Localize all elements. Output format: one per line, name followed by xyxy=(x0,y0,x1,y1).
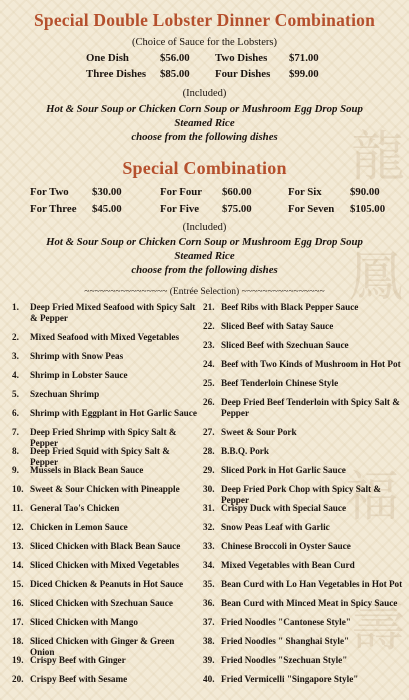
entree-item xyxy=(12,389,200,400)
entree-number: 11. xyxy=(12,503,23,513)
entree-item xyxy=(12,655,200,666)
entree-number: 25. xyxy=(203,378,215,388)
entree-name: Szechuan Shrimp xyxy=(30,389,100,399)
entree-item xyxy=(203,636,403,647)
special-combo-title: Special Combination xyxy=(122,158,287,178)
rice-line: Steamed Rice xyxy=(174,117,235,129)
entree-number: 20. xyxy=(12,674,24,684)
soup-choice: Hot & Sour Soup or Chicken Corn Soup or Mushroom Egg Drop Soup xyxy=(46,103,363,115)
calligraphy-watermark: 壽 xyxy=(351,595,405,658)
entree-name: Beef Ribs with Black Pepper Sauce xyxy=(221,302,359,312)
entree-item xyxy=(12,560,200,571)
entree-number: 24. xyxy=(203,359,215,369)
entree-item xyxy=(203,617,403,628)
price-label: For Three xyxy=(30,203,77,215)
entree-item xyxy=(12,408,200,419)
entree-item xyxy=(203,340,403,351)
entree-number: 26. xyxy=(203,397,215,407)
choose-line: choose from the following dishes xyxy=(131,264,278,276)
entree-item xyxy=(203,655,403,666)
entree-number: 2. xyxy=(12,332,19,342)
entree-name: Sliced Chicken with Szechuan Sauce xyxy=(30,598,173,608)
entree-number: 40. xyxy=(203,674,215,684)
entree-name: Crispy Beef with Ginger xyxy=(30,655,126,665)
entree-item xyxy=(12,579,200,590)
price-row xyxy=(86,68,339,84)
entree-number: 19. xyxy=(12,655,24,665)
entree-name: Sliced Beef with Satay Sauce xyxy=(221,321,334,331)
price-row xyxy=(86,52,339,68)
entree-number: 36. xyxy=(203,598,215,608)
price-label: Three Dishes xyxy=(86,68,147,80)
calligraphy-watermark: 福 xyxy=(345,465,399,528)
entree-name: Deep Fried Mixed Seafood with Spicy Salt & Pepper xyxy=(30,302,196,323)
entree-item xyxy=(203,397,403,419)
entree-number: 6. xyxy=(12,408,19,418)
entree-number: 12. xyxy=(12,522,24,532)
price-label: One Dish xyxy=(86,52,129,64)
entree-item xyxy=(203,321,403,332)
calligraphy-watermark: 龍 xyxy=(351,125,405,188)
entree-name: Deep Fried Squid with Spicy Salt & Pepper xyxy=(30,446,170,467)
entree-number: 28. xyxy=(203,446,215,456)
entree-item xyxy=(203,465,403,476)
entree-number: 8. xyxy=(12,446,19,456)
price-value: $99.00 xyxy=(289,68,319,80)
entree-name: Diced Chicken & Peanuts in Hot Sauce xyxy=(30,579,184,589)
entree-item xyxy=(12,674,200,685)
entree-name: Sliced Chicken with Mixed Vegetables xyxy=(30,560,180,570)
entree-item xyxy=(12,617,200,628)
entree-number: 14. xyxy=(12,560,24,570)
entree-name: Deep Fried Shrimp with Spicy Salt & Pepper xyxy=(30,427,177,448)
price-value: $60.00 xyxy=(222,186,252,198)
entree-name: Mixed Vegetables with Bean Curd xyxy=(221,560,355,570)
entree-name: Bean Curd with Minced Meat in Spicy Sauce xyxy=(221,598,398,608)
entree-number: 18. xyxy=(12,636,24,646)
entree-number: 7. xyxy=(12,427,19,437)
entree-name: Shrimp in Lobster Sauce xyxy=(30,370,128,380)
entree-number: 10. xyxy=(12,484,24,494)
special-double-title: Special Double Lobster Dinner Combination xyxy=(33,10,376,30)
entree-item xyxy=(203,541,403,552)
entree-name: Crispy Beef with Sesame xyxy=(30,674,128,684)
entree-name: Chicken in Lemon Sauce xyxy=(30,522,128,532)
entree-name: Sliced Chicken with Ginger & Green Onion xyxy=(30,636,175,657)
entree-number: 9. xyxy=(12,465,19,475)
entree-item xyxy=(203,503,403,514)
entree-item xyxy=(12,465,200,476)
price-label: For Four xyxy=(160,186,203,198)
entree-name: Deep Fried Beef Tenderloin with Spicy Salt & Pepper xyxy=(221,397,400,418)
entree-name: Mixed Seafood with Mixed Vegetables xyxy=(30,332,180,342)
entree-number: 16. xyxy=(12,598,24,608)
entree-item xyxy=(203,579,403,590)
entree-item xyxy=(12,598,200,609)
entree-name: Sweet & Sour Chicken with Pineapple xyxy=(30,484,180,494)
entree-number: 30. xyxy=(203,484,215,494)
entree-item xyxy=(12,541,200,552)
entree-name: Fried Vermicelli "Singapore Style" xyxy=(221,674,359,684)
entree-number: 31. xyxy=(203,503,215,513)
entree-name: Mussels in Black Bean Sauce xyxy=(30,465,144,475)
entree-number: 17. xyxy=(12,617,24,627)
entree-name: Snow Peas Leaf with Garlic xyxy=(221,522,330,532)
entree-item xyxy=(12,522,200,533)
entree-item xyxy=(203,674,403,685)
entree-number: 5. xyxy=(12,389,19,399)
entree-number: 27. xyxy=(203,427,215,437)
entree-name: Sliced Pork in Hot Garlic Sauce xyxy=(221,465,346,475)
included-label: (Included) xyxy=(182,88,227,99)
entree-name: Beef with Two Kinds of Mushroom in Hot Pot xyxy=(221,359,401,369)
price-label: For Five xyxy=(160,203,200,215)
entree-name: Crispy Duck with Special Sauce xyxy=(221,503,347,513)
price-value: $75.00 xyxy=(222,203,252,215)
entree-number: 32. xyxy=(203,522,215,532)
entree-number: 15. xyxy=(12,579,24,589)
entree-number: 3. xyxy=(12,351,19,361)
entree-item xyxy=(203,598,403,609)
entree-name: Fried Noodles "Szechuan Style" xyxy=(221,655,348,665)
entree-item xyxy=(12,332,200,343)
entree-name: General Tao's Chicken xyxy=(30,503,120,513)
calligraphy-watermark: 鳳 xyxy=(349,245,403,308)
entree-name: Fried Noodles " Shanghai Style" xyxy=(221,636,350,646)
price-value: $30.00 xyxy=(92,186,122,198)
entree-item xyxy=(12,503,200,514)
sauce-note: (Choice of Sauce for the Lobsters) xyxy=(132,37,277,48)
entree-number: 33. xyxy=(203,541,215,551)
entree-number: 38. xyxy=(203,636,215,646)
entree-item xyxy=(12,370,200,381)
entree-item xyxy=(203,522,403,533)
entree-name: Sliced Beef with Szechuan Sauce xyxy=(221,340,349,350)
entree-item xyxy=(203,560,403,571)
price-value: $85.00 xyxy=(160,68,190,80)
entree-name: Deep Fried Pork Chop with Spicy Salt & Pepper xyxy=(221,484,382,505)
entree-name: Shrimp with Snow Peas xyxy=(30,351,124,361)
entree-name: Chinese Broccoli in Oyster Sauce xyxy=(221,541,351,551)
entree-number: 13. xyxy=(12,541,24,551)
price-value: $71.00 xyxy=(289,52,319,64)
double-lobster-prices xyxy=(86,52,339,84)
choose-line: choose from the following dishes xyxy=(131,131,278,143)
price-value: $45.00 xyxy=(92,203,122,215)
entree-name: Fried Noodles "Cantonese Style" xyxy=(221,617,351,627)
entree-number: 37. xyxy=(203,617,215,627)
entree-number: 21. xyxy=(203,302,215,312)
price-row xyxy=(30,186,398,203)
entree-name: Beef Tenderloin Chinese Style xyxy=(221,378,339,388)
entree-item xyxy=(12,302,200,324)
entree-name: Sweet & Sour Pork xyxy=(221,427,297,437)
entree-item xyxy=(203,302,403,313)
entree-number: 22. xyxy=(203,321,215,331)
price-value: $56.00 xyxy=(160,52,190,64)
entree-name: Shrimp with Eggplant in Hot Garlic Sauce xyxy=(30,408,197,418)
entree-name: Sliced Chicken with Black Bean Sauce xyxy=(30,541,181,551)
entree-item xyxy=(203,427,403,438)
price-label: For Two xyxy=(30,186,69,198)
soup-choice: Hot & Sour Soup or Chicken Corn Soup or Mushroom Egg Drop Soup xyxy=(46,236,363,248)
price-row xyxy=(30,203,398,220)
entree-number: 29. xyxy=(203,465,215,475)
entree-number: 23. xyxy=(203,340,215,350)
price-label: Four Dishes xyxy=(215,68,271,80)
entree-item xyxy=(12,351,200,362)
included-label: (Included) xyxy=(182,222,227,233)
entree-name: Bean Curd with Lo Han Vegetables in Hot Pot xyxy=(221,579,403,589)
price-label: For Seven xyxy=(288,203,335,215)
entree-selection-heading: ~~~~~~~~~~~~~~~~ (Entrée Selection) ~~~~~~~~~~~~~~~~ xyxy=(84,286,325,297)
entree-number: 35. xyxy=(203,579,215,589)
entree-item xyxy=(12,484,200,495)
entree-number: 1. xyxy=(12,302,19,312)
price-label: For Six xyxy=(288,186,322,198)
entree-item xyxy=(203,359,403,370)
entree-item xyxy=(203,378,403,389)
price-label: Two Dishes xyxy=(215,52,268,64)
entree-name: Sliced Chicken with Mango xyxy=(30,617,138,627)
entree-number: 39. xyxy=(203,655,215,665)
entree-number: 4. xyxy=(12,370,19,380)
entree-name: B.B.Q. Pork xyxy=(221,446,269,456)
entree-item xyxy=(203,446,403,457)
price-value: $105.00 xyxy=(350,203,386,215)
rice-line: Steamed Rice xyxy=(174,250,235,262)
entree-number: 34. xyxy=(203,560,215,570)
price-value: $90.00 xyxy=(350,186,380,198)
combo-prices xyxy=(30,186,398,220)
